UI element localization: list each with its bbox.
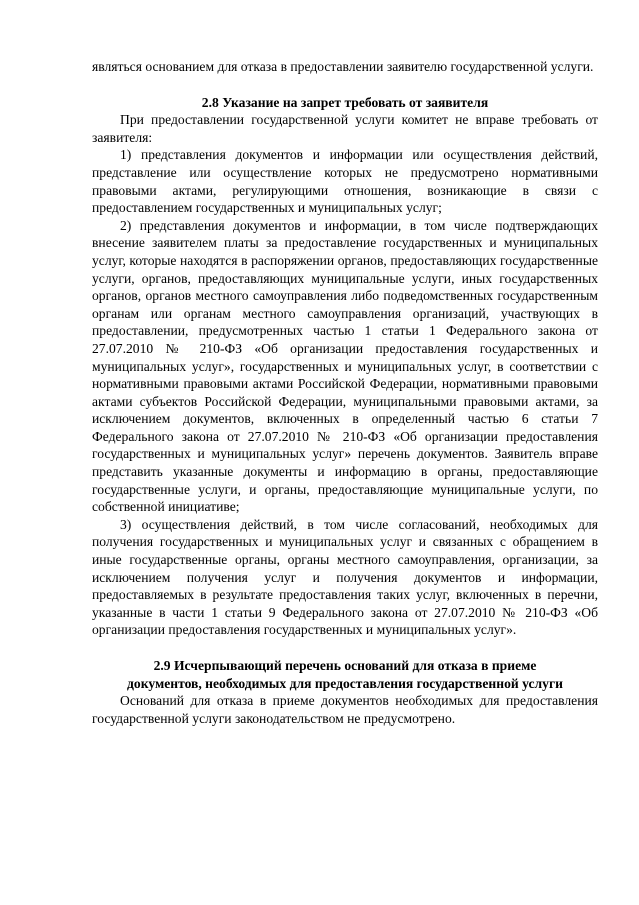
section-2-9-heading-line-2: документов, необходимых для предоставления государственной услуги [127,675,563,691]
section-2-8-item-3: 3) осуществления действий, в том числе согласований, необходимых для получения государственных и муниципальных услуг и связанных с обращением в иные государственные органы, органы местного самоуправления, организации, за исключением получения услуг и получения документов и информации, предоставляемых в результате предоставления таких услуг, включенных в перечни, указанные в части 1 статьи 9 Федерального закона от 27.07.2010 № 210-ФЗ «Об организации предоставления государственных и муниципальных услуг». [92,516,598,638]
section-2-9-heading-line-1: 2.9 Исчерпывающий перечень оснований для отказа в приеме [153,658,537,673]
document-page [92,58,598,727]
section-2-8-item-2: 2) представления документов и информации, в том числе подтверждающих внесение заявителем платы за предоставление государственных и муниципальных услуг, которые находятся в распоряжении органов, предоставляющих государственные услуги, органов, предоставляющих муниципальные услуги, иных государственных органов, органов местного самоуправления либо подведомственных государственным органам или органам местного самоуправления организаций, участвующих в предоставлении, предусмотренных частью 1 статьи 1 Федерального закона от 27.07.2010 № 210-ФЗ «Об организации предоставления государственных и муниципальных услуг», государственных и муниципальных услуг, в соответствии с нормативными правовыми актами Российской Федерации, нормативными правовыми актами субъектов Российской Федерации, муниципальными правовыми актами, за исключением документов, включенных в определенный частью 6 статьи 7 Федерального закона от 27.07.2010 № 210-ФЗ «Об организации предоставления государственных и муниципальных услуг» перечень документов. Заявитель вправе представить указанные документы и информацию в органы, предоставляющие государственные услуги, и органы, предоставляющие муниципальные услуги, по собственной инициативе; [92,217,598,515]
section-2-8-item-1: 1) представления документов и информации или осуществления действий, представление или осуществление которых не предусмотрено нормативными правовыми актами, регулирующими отношения, возникающие в связи с предоставлением государственных и муниципальных услуг; [92,147,598,216]
section-2-8-lead: При предоставлении государственной услуги комитет не вправе требовать от заявителя: [92,112,598,145]
section-2-8-heading: 2.8 Указание на запрет требовать от заявителя [201,94,489,110]
section-2-9-heading [92,657,598,692]
intro-paragraph: являться основанием для отказа в предоставлении заявителю государственной услуги. [92,59,594,74]
section-2-9-body: Оснований для отказа в приеме документов необходимых для предоставления государственной услуги законодательством не предусмотрено. [92,693,598,726]
